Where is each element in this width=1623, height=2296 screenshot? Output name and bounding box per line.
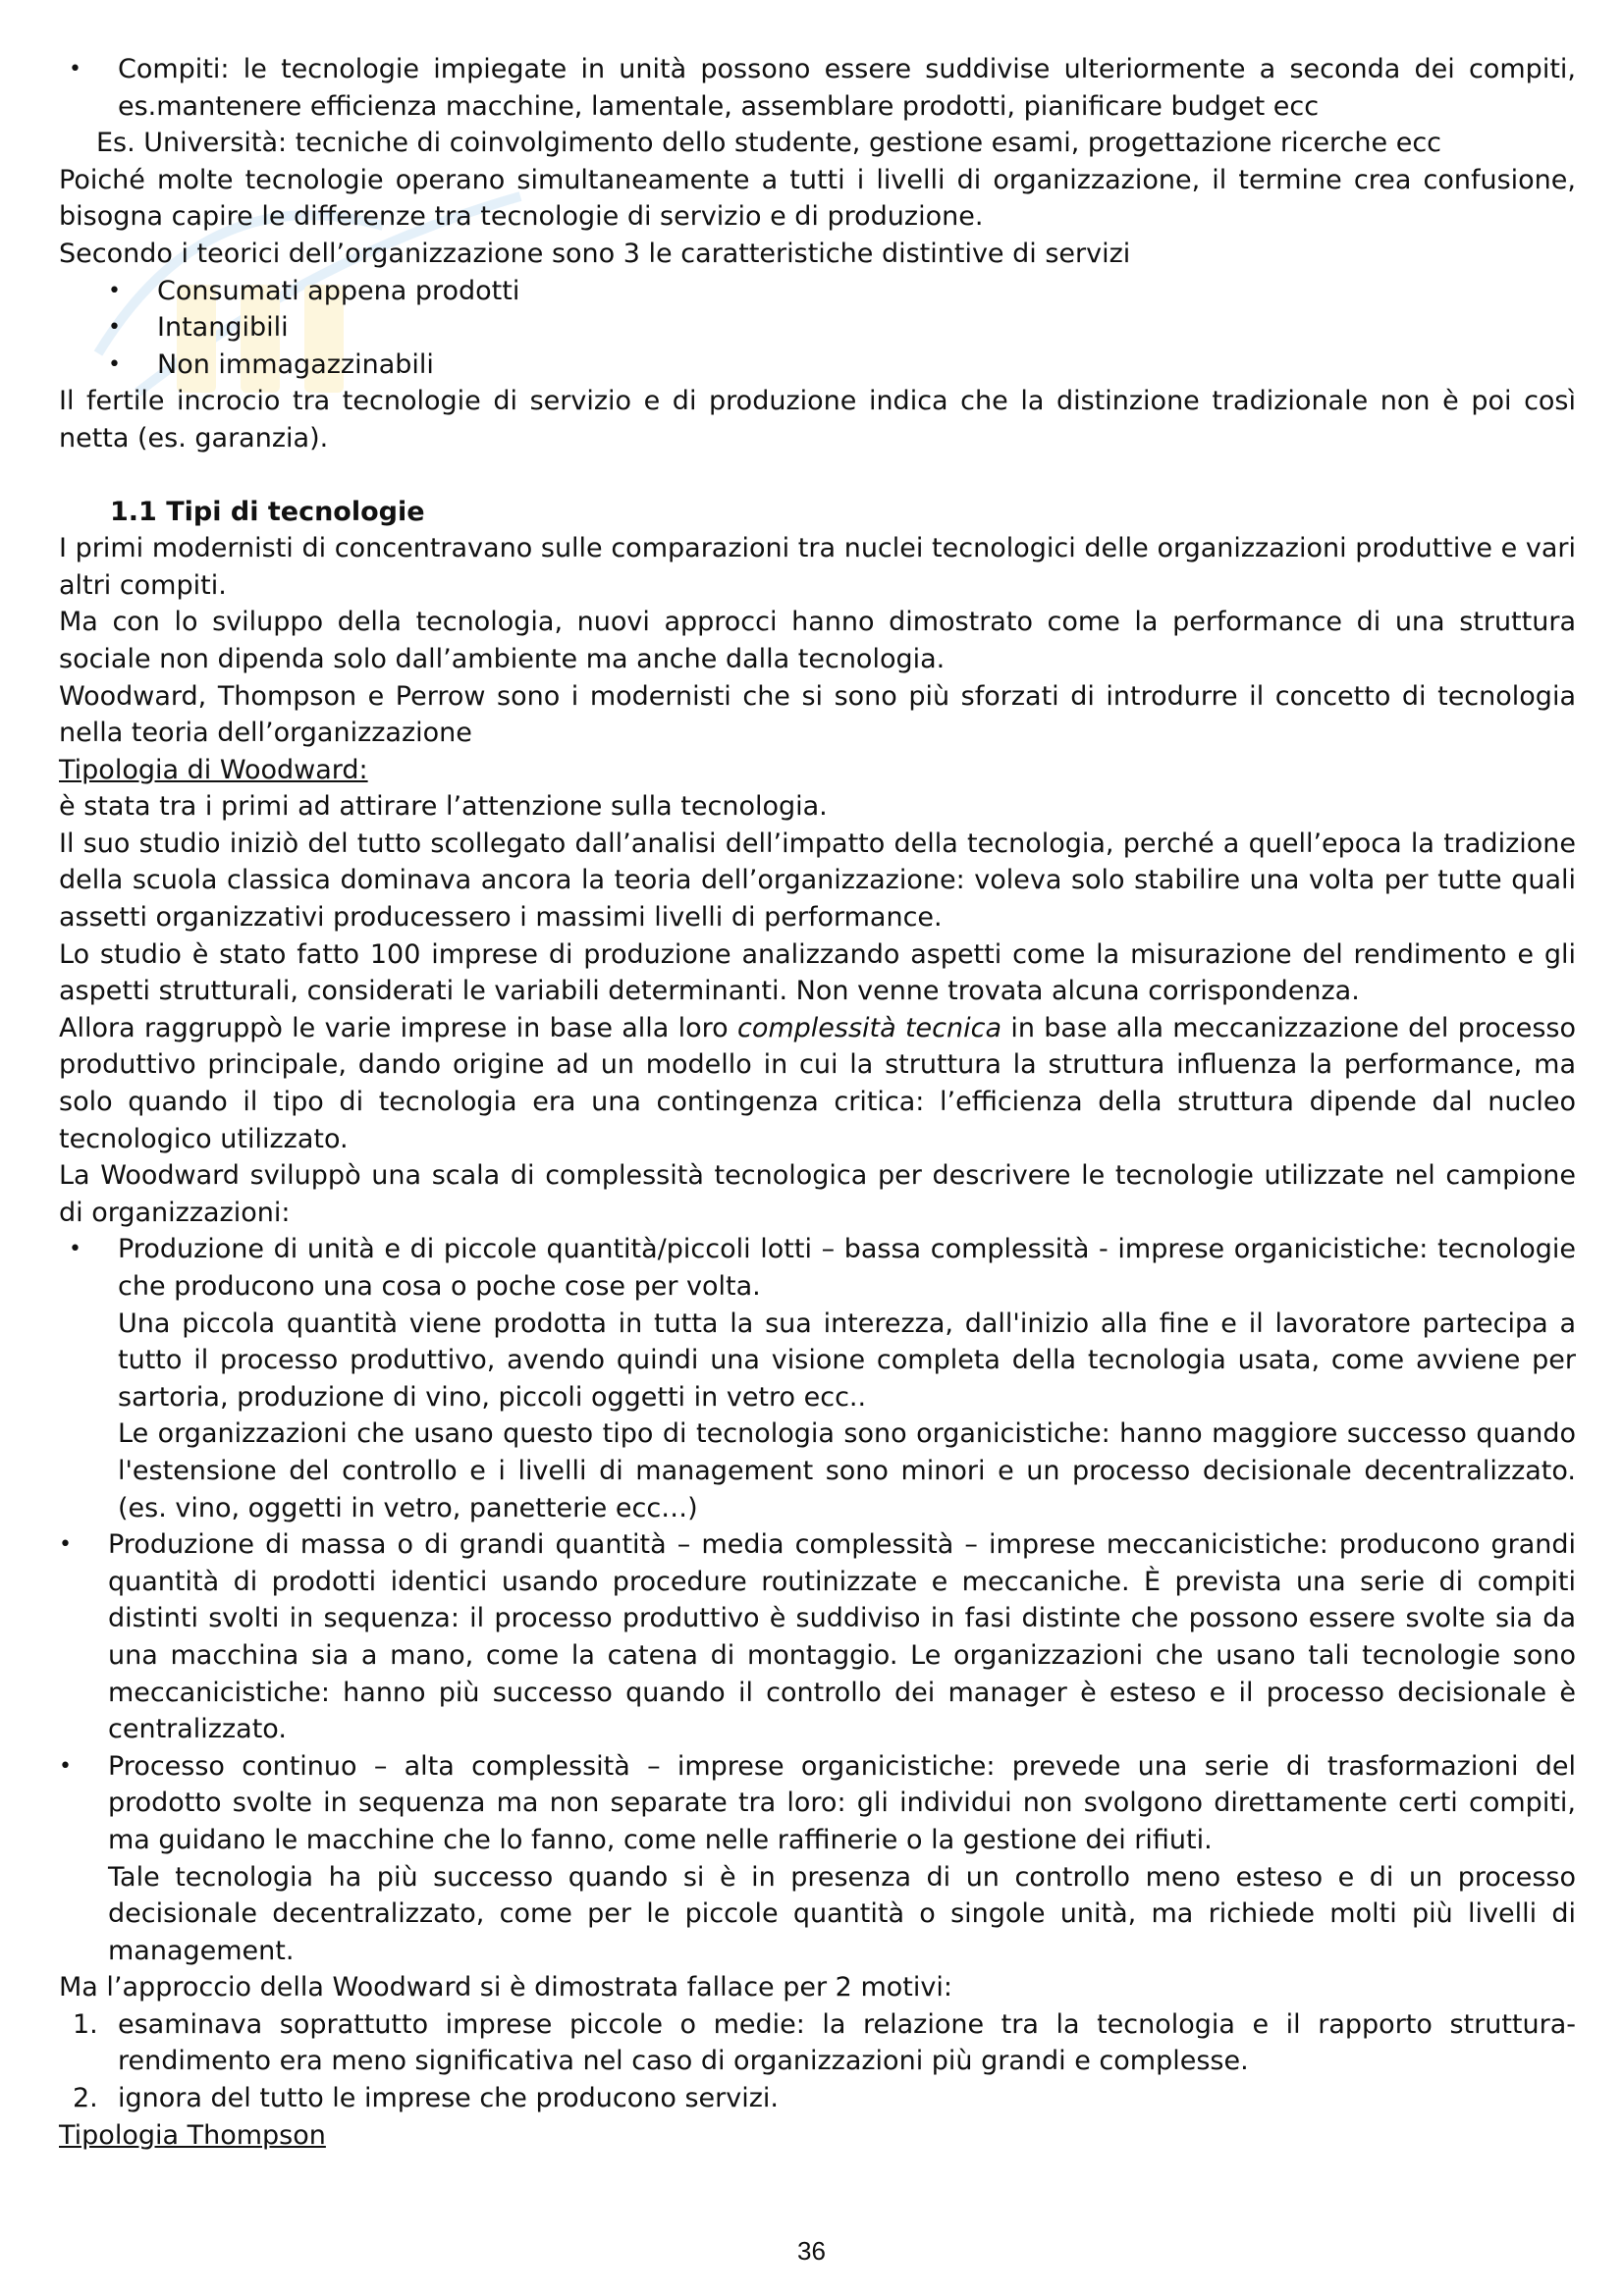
paragraph-woodward-3: Lo studio è stato fatto 100 imprese di produzione analizzando aspetti come la misurazione del rendimento e gli aspetti strutturali, considerati le variabili determinanti. Non venne trovata alcuna corrispondenza. [59,938,1576,1007]
paragraph-woodward-1: è stata tra i primi ad attirare l’attenzione sulla tecnologia. [59,791,828,823]
item-text: Le organizzazioni che usano questo tipo di tecnologia sono organicistiche: hanno maggiore successo quando l'estensione del controllo e i livelli di management sono minori e un processo decisionale decentralizzato. (es. vino, oggetti in vetro, panetterie ecc…) [118,1418,1576,1523]
item-text: Una piccola quantità viene prodotta in tutta la sua interezza, dall'inizio alla fine e il lavoratore partecipa a tutto il processo produttivo, avendo quindi una visione completa della tecnologia usata, come avviene per sartoria, produzione di vino, piccoli oggetti in vetro ecc.. [118,1308,1576,1413]
heading-thompson: Tipologia Thompson [59,2119,326,2151]
list-item [59,2080,1576,2117]
paragraph-woodward-thompson-perrow: Woodward, Thompson e Perrow sono i modernisti che si sono più sforzati di introdurre il concetto di tecnologia nella teoria dell’organizzazione [59,680,1576,749]
list-item: • Non immagazzinabili [59,347,1576,384]
item-text: Tale tecnologia ha più successo quando si è in presenza di un controllo meno esteso e di un processo decisionale decentralizzato, come per le piccole quantità o singole unità, ma richiede molti più livelli di management. [108,1861,1576,1966]
list-marker: 2. [73,2083,98,2114]
item-text: ignora del tutto le imprese che producono servizi. [118,2083,779,2114]
list-item-processo-continuo [59,1748,1576,1970]
list-item-produzione-unita [59,1231,1576,1526]
paragraph-secondo: Secondo i teorici dell’organizzazione sono 3 le caratteristiche distintive di servizi [59,238,1131,269]
paragraph-woodward-4 [59,1010,1576,1157]
text-run: in base alla meccanizzazione del processo produttivo principale, dando origine ad un modello in cui la struttura la struttura influenza la performance, ma solo quando il tipo di tecnologia era una contingenza critica: l’efficienza della struttura dipende dal nucleo tecnologico utilizzato. [59,1012,1576,1154]
text-run: Allora raggruppò le varie imprese in base alla loro [59,1012,737,1043]
list-item: • Consumati appena prodotti [59,273,1576,310]
emphasis-complessita: complessità tecnica [736,1012,1002,1043]
paragraph-fallace: Ma l’approccio della Woodward si è dimostrata fallace per 2 motivi: [59,1972,952,2003]
paragraph-woodward-2: Il suo studio iniziò del tutto scollegato dall’analisi dell’impatto della tecnologia, perché a quell’epoca la tradizione della scuola classica dominava ancora la teoria dell’organizzazione: voleva solo stabilire una volta per tutte quali assetti organizzativi producessero i massimi livelli di performance. [59,828,1576,934]
item-text: • Produzione di unità e di piccole quantità/piccoli lotti – bassa complessità - imprese organicistiche: tecnologie che producono una cosa o poche cose per volta. [118,1234,1576,1302]
bullet-compiti: • Compiti: le tecnologie impiegate in unità possono essere suddivise ulteriormente a seconda dei compiti, es.mantenere efficienza macchine, lamentale, assemblare prodotti, pianificare budget ecc [59,51,1576,125]
page-number: 36 [797,2236,826,2266]
document-page [59,51,1576,2154]
item-text: esaminava soprattutto imprese piccole o medie: la relazione tra la tecnologia e il rapporto struttura-rendimento era meno significativa nel caso di organizzazioni più grandi e complesse. [118,2008,1576,2077]
paragraph-fertile: Il fertile incrocio tra tecnologie di servizio e di produzione indica che la distinzione tradizionale non è poi così netta (es. garanzia). [59,386,1576,454]
item-text: • Processo continuo – alta complessità – imprese organicistiche: prevede una serie di trasformazioni del prodotto svolte in sequenza ma non separate tra loro: gli individui non svolgono direttamente certi compiti, ma guidano le macchine che lo fanno, come nelle raffinerie o la gestione dei rifiuti. [108,1750,1576,1855]
reasons-list [59,2006,1576,2117]
complexity-list-low [59,1231,1576,1526]
paragraph-sviluppo: Ma con lo sviluppo della tecnologia, nuovi approcci hanno dimostrato come la performance di una struttura sociale non dipenda solo dall’ambiente ma anche dalla tecnologia. [59,607,1576,674]
compiti-list [59,51,1576,125]
section-title: 1.1 Tipi di tecnologie [110,496,425,527]
paragraph-poiche: Poiché molte tecnologie operano simultaneamente a tutti i livelli di organizzazione, il termine crea confusione, bisogna capire le differenze tra tecnologie di servizio e di produzione. [59,164,1576,233]
servizi-list [59,273,1576,384]
complexity-list [59,1526,1576,1969]
list-item: • Intangibili [59,309,1576,347]
list-marker: 1. [73,2008,98,2040]
list-item-produzione-massa: • Produzione di massa o di grandi quantità – media complessità – imprese meccanicistiche: producono grandi quantità di prodotti identici usando procedure routinizzate e meccaniche. È prevista una serie di compiti distinti svolti in sequenza: il processo produttivo è suddiviso in fasi distinte che possono essere svolte sia da una macchina sia a mano, come la catena di montaggio. Le organizzazioni che usano tali tecnologie sono meccanicistiche: hanno più successo quando il controllo dei manager è esteso e il processo decisionale è centralizzato. [59,1526,1576,1748]
list-item [59,2006,1576,2080]
paragraph-woodward-5: La Woodward sviluppò una scala di complessità tecnologica per descrivere le tecnologie utilizzate nel campione di organizzazioni: [59,1160,1576,1228]
heading-woodward: Tipologia di Woodward: [59,754,368,785]
paragraph-modernisti: I primi modernisti di concentravano sulle comparazioni tra nuclei tecnologici delle organizzazioni produttive e vari altri compiti. [59,533,1576,601]
es-universita: Es. Università: tecniche di coinvolgimento dello studente, gestione esami, progettazione ricerche ecc [96,128,1442,159]
